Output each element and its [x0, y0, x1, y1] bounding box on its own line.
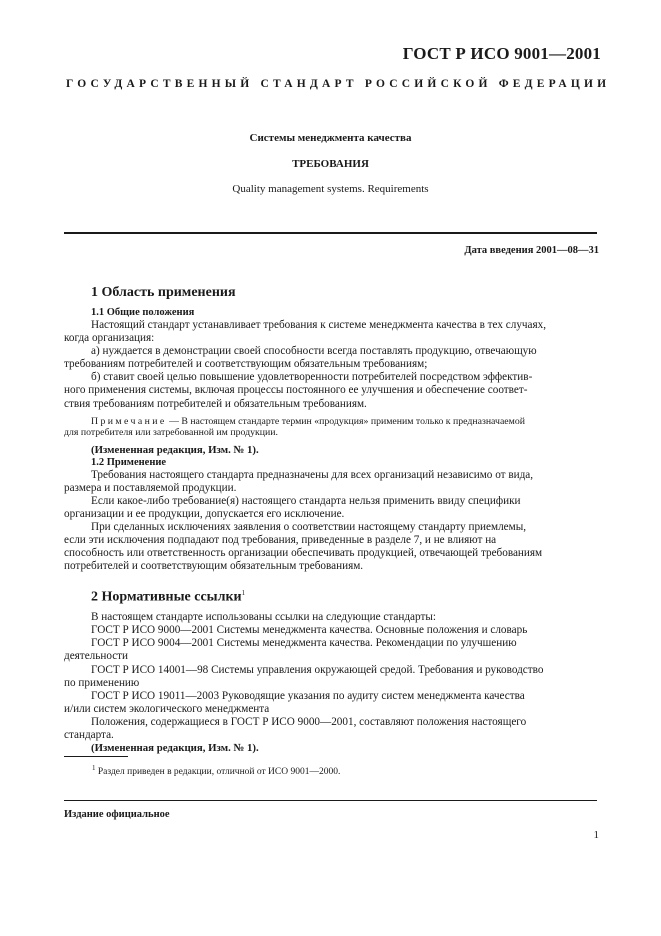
paragraph-cont: потребителей и соответствующим обязательным требованиям.: [64, 560, 364, 573]
section-2-heading: [91, 584, 597, 607]
list-item-b-cont: ного применения системы, включая процессы постоянного ее улучшения и обеспечение соответ-: [64, 384, 528, 397]
list-item-b-cont: ствия требованиям потребителей и обязательным требованиям.: [64, 397, 367, 410]
title-ru: Системы менеджмента качества: [249, 132, 412, 144]
edition-note: (Измененная редакция, Изм. № 1).: [91, 742, 259, 755]
paragraph-cont: стандарта.: [64, 729, 114, 741]
list-item-a-cont: требованиям потребителей и соответствующим обязательным требованиям;: [64, 358, 428, 371]
paragraph: Если какое-либо требование(я) настоящего стандарта нельзя применить ввиду специфики: [91, 494, 521, 507]
paragraph: Требования настоящего стандарта предназначены для всех организаций независимо от вида,: [91, 468, 534, 481]
paragraph: В настоящем стандарте использованы ссылки на следующие стандарты:: [91, 611, 436, 624]
paragraph-cont: организации и ее продукции, допускается его исключение.: [64, 508, 345, 521]
section-1-heading: 1 Область применения: [91, 285, 236, 300]
footnote-text: Раздел приведен в редакции, отличной от ИСО 9001—2000.: [95, 767, 341, 778]
list-item-b: б) ставит своей целью повышение удовлетворенности потребителей посредством эффектив-: [91, 371, 533, 384]
reference-item-cont: и/или систем экологического менеджмента: [64, 702, 270, 715]
paragraph: При сделанных исключениях заявления о соответствии настоящему стандарту приемлемы,: [91, 521, 527, 534]
reference-item: ГОСТ Р ИСО 14001—98 Системы управления окружающей средой. Требования и руководство: [91, 663, 544, 676]
note-cont: для потребителя или затребованной им продукции.: [64, 427, 278, 439]
reference-item: ГОСТ Р ИСО 9000—2001 Системы менеджмента качества. Основные положения и словарь: [91, 624, 528, 637]
note-text: — В настоящем стандарте термин «продукция» применим только к предназначаемой: [166, 415, 525, 427]
reference-item-cont: по применению: [64, 676, 140, 689]
list-item-a: а) нуждается в демонстрации своей способности всегда поставлять продукцию, отвечающую: [91, 345, 537, 358]
bottom-divider: [64, 800, 597, 801]
page-number: 1: [593, 829, 599, 841]
title-en: Quality management systems. Requirements: [232, 183, 429, 195]
footnote-mark: 1: [92, 764, 96, 772]
note-label: Примечание: [91, 415, 167, 427]
footnote-ref[interactable]: 1: [241, 588, 246, 597]
paragraph-cont: способность или ответственность организации обеспечивать продукцией, отвечающей требованиям: [64, 547, 543, 560]
title-ru-sub: ТРЕБОВАНИЯ: [292, 158, 369, 170]
intro-date: Дата введения 2001—08—31: [464, 245, 599, 256]
paragraph-cont: размера и поставляемой продукции.: [64, 481, 237, 494]
document-number: ГОСТ Р ИСО 9001—2001: [402, 44, 601, 63]
edition-note: (Измененная редакция, Изм. № 1).: [91, 443, 259, 456]
reference-item-cont: деятельности: [64, 650, 129, 663]
official-edition-label: Издание официальное: [64, 809, 170, 820]
document-body: [64, 284, 597, 755]
paragraph: Настоящий стандарт устанавливает требования к системе менеджмента качества в тех случаях,: [91, 319, 547, 331]
section-2-heading-text: 2 Нормативные ссылки: [91, 589, 242, 605]
reference-item: ГОСТ Р ИСО 9004—2001 Системы менеджмента качества. Рекомендации по улучшению: [91, 637, 517, 650]
paragraph-cont: когда организация:: [64, 332, 155, 345]
state-standard-title: ГОСУДАРСТВЕННЫЙ СТАНДАРТ РОССИЙСКОЙ ФЕДЕРАЦИИ: [66, 78, 611, 90]
reference-item: ГОСТ Р ИСО 19011—2003 Руководящие указания по аудиту систем менеджмента качества: [91, 689, 525, 702]
note: [91, 416, 597, 428]
paragraph-cont: если эти исключения подпадают под требования, приведенные в разделе 7, и не влияют на: [64, 534, 497, 547]
paragraph: Положения, содержащиеся в ГОСТ Р ИСО 9000—2001, составляют положения настоящего: [91, 715, 527, 728]
footnote-divider: [64, 756, 128, 757]
footnote: [92, 764, 340, 777]
top-divider: [64, 232, 597, 234]
subsection-1-1-heading: 1.1 Общие положения: [91, 307, 195, 318]
subsection-1-2-heading: 1.2 Применение: [91, 456, 167, 468]
